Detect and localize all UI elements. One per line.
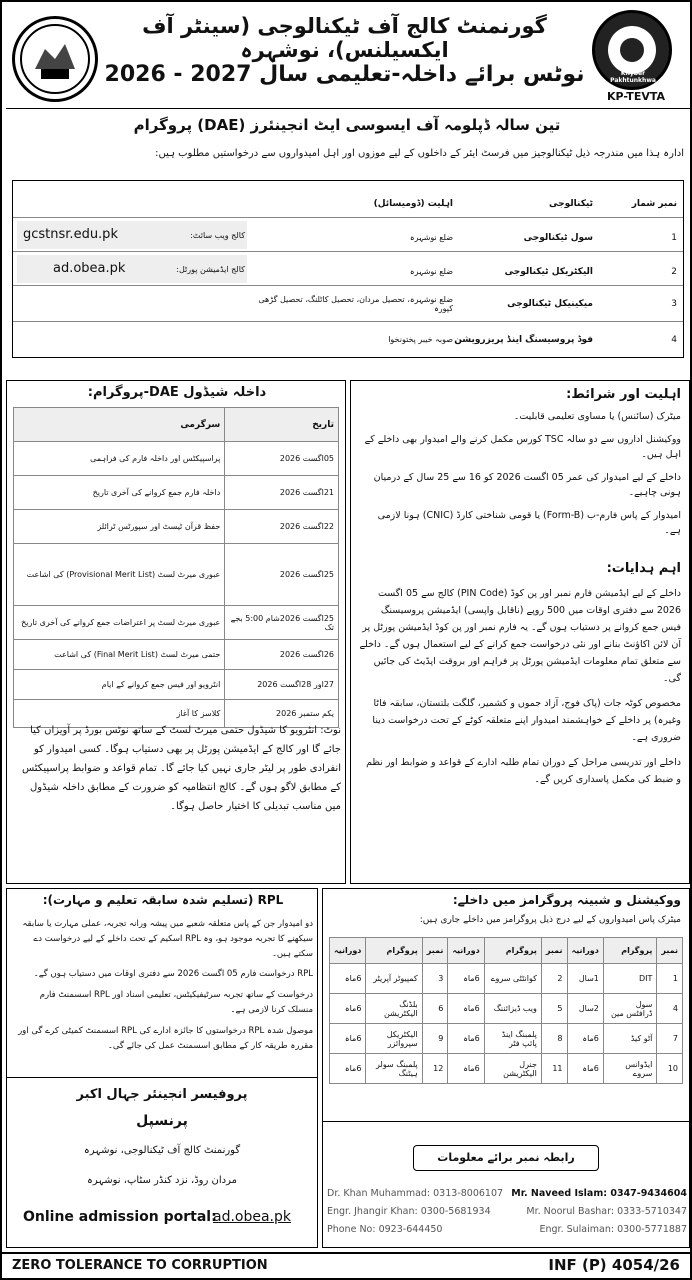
contact-left: Engr. Jhangir Khan: 0300-5681934 (327, 1206, 491, 1217)
dae-heading: تین سالہ ڈپلومہ آف ایسوسی ایٹ انجینئرز (DAE) پروگرام (133, 116, 561, 134)
dae-row-domicile: ضلع نوشہرہ (409, 233, 453, 242)
voc-prog: ویب ڈیزائننگ (484, 994, 541, 1024)
instructions-heading: اہم ہدایات: (606, 561, 681, 576)
college-logo-icon (12, 16, 98, 102)
dae-row-no: 1 (671, 233, 677, 243)
voc-prog: کمپیوٹر آپریٹر (366, 964, 422, 994)
voc-dur: 2سال (567, 994, 603, 1024)
eligibility-item: ووکیشنل اداروں سے دو سالہ TSC کورس مکمل کرنے والے امیدوار بھی داخلے کے اہل ہیں۔ (364, 434, 681, 460)
schedule-date: 27اور 28اگست 2026 (225, 670, 339, 700)
instruction-item: داخلے کے لیے ایڈمیشن فارم نمبر اور پن کوڈ (PIN Code) کالج سے 05 اگست 2026 سے دفتری اوقات میں 500 روپے (ناقابل واپسی) ایڈمیشن پروسیسنگ فیس جمع کروانے پر دستیاب ہوں گے۔ یہ فارم نمبر اور پن کوڈ ایڈمیشن پورٹل پر آن لائن اکاؤنٹ بنانے اور نئی درخواست جمع کرانے کے لیے استعمال ہوں گے۔ داخلے سے متعلق تمام معلومات ایڈمیشن پورٹل پر فراہم اور بروقت اپڈیٹ کی جائیں گی۔ (359, 588, 681, 684)
eligibility-item: میٹرک (سائنس) یا مساوی تعلیمی قابلیت۔ (513, 411, 681, 422)
kp-tevta-label: KP-TEVTA (606, 90, 666, 103)
contact-left: Dr. Khan Muhammad: 0313-8006107 (327, 1188, 504, 1199)
voc-dur: 6ماہ (330, 994, 366, 1024)
schedule-activity: عبوری میرٹ لسٹ (Provisional Merit List) کی اشاعت (14, 544, 225, 606)
dae-col-no: نمبر شمار (631, 199, 677, 209)
schedule-activity: پراسپیکٹس اور داخلہ فارم کی فراہمی (14, 442, 225, 476)
schedule-table (13, 407, 339, 728)
voc-dur: 6ماہ (567, 1054, 603, 1084)
rpl-box (6, 888, 318, 1248)
voc-col: دورانیہ (567, 938, 603, 964)
eligibility-box (350, 380, 690, 884)
voc-dur: 1سال (567, 964, 603, 994)
divider (6, 108, 690, 109)
online-portal-label: Online admission portal: (23, 1209, 217, 1225)
dae-table-box (12, 180, 684, 358)
vocational-sub: میٹرک پاس امیدواروں کے لیے درج ذیل پروگرامز میں داخلے جاری ہیں: (419, 915, 681, 925)
instructions-list (359, 585, 681, 788)
voc-dur: 6ماہ (567, 1024, 603, 1054)
voc-col: پروگرام (484, 938, 541, 964)
header-title: گورنمنٹ کالج آف ٹیکنالوجی (سینٹر آف ایکسیلنس)، نوشہرہ (142, 14, 547, 62)
voc-no: 1 (657, 964, 683, 994)
voc-no: 8 (541, 1024, 567, 1054)
contacts-list (327, 1185, 687, 1239)
rpl-item: موصول شدہ RPL درخواستوں کا جائزہ ادارے کی RPL اسسمنٹ کمیٹی کرے گی اور مقررہ طریقہ کار کے مطابق اسسمنٹ عمل کی جائے گی۔ (18, 1026, 313, 1051)
voc-dur: 6ماہ (448, 1024, 484, 1054)
voc-dur: 6ماہ (330, 1024, 366, 1054)
schedule-date: 21اگست 2026 (225, 476, 339, 510)
voc-dur: 6ماہ (448, 964, 484, 994)
schedule-date: یکم ستمبر 2026 (225, 700, 339, 728)
contact-right: Engr. Sulaiman: 0300-5771887 (539, 1224, 687, 1235)
dae-row-tech: سول ٹیکنالوجی (523, 233, 593, 243)
rpl-item: درخواست کے ساتھ تجربہ سرٹیفیکیٹس، تعلیمی اسناد اور RPL اسسمنٹ فارم منسلک کرنا لازمی ہے۔ (39, 990, 313, 1015)
voc-prog: ایڈوانس سروے (603, 1054, 657, 1084)
voc-no: 5 (541, 994, 567, 1024)
schedule-activity: حفظ قرآن ٹیسٹ اور سپورٹس ٹرائلز (14, 510, 225, 544)
schedule-col-activity: سرگرمی (14, 408, 225, 442)
vocational-heading: ووکیشنل و شبینہ پروگرامز میں داخلے: (452, 893, 681, 907)
kp-tevta-ring-text: Khyber Pakhtunkhwa (610, 70, 656, 84)
contact-heading: رابطہ نمبر برائے معلومات (413, 1145, 599, 1171)
voc-dur: 6ماہ (330, 964, 366, 994)
header-subtitle: نوٹس برائے داخلہ-تعلیمی سال 2027 - 2026 (104, 62, 585, 87)
voc-no: 11 (541, 1054, 567, 1084)
voc-no: 12 (422, 1054, 448, 1084)
portal-link[interactable]: ad.obea.pk (53, 261, 126, 276)
voc-dur: 6ماہ (330, 1054, 366, 1084)
schedule-note: نوٹ: انٹرویو کا شیڈول حتمی میرٹ لسٹ کے ساتھ نوٹس بورڈ پر آویزاں کیا جائے گا اور کالج کے ایڈمیشن پورٹل پر بھی دستیاب ہوگا۔ کسی امیدوار کو انفرادی طور پر لیٹر جاری نہیں کیا جائے گا۔ تمام قواعد و ضوابط پراسپیکٹس کے مطابق لاگو ہوں گے۔ کالج انتظامیہ کو ضرورت کے مطابق داخلہ شیڈول میں مناسب تبدیلی کا اختیار حاصل ہوگا۔ (22, 725, 341, 812)
schedule-activity: داخلہ فارم جمع کروانے کی آخری تاریخ (14, 476, 225, 510)
online-portal-link[interactable]: ad.obea.pk (213, 1209, 292, 1225)
eligibility-list (359, 409, 681, 538)
dae-col-domicile: اہلیت (ڈومیسائل) (373, 199, 453, 209)
schedule-activity: حتمی میرٹ لسٹ (Final Merit List) کی اشاعت (14, 640, 225, 670)
rpl-intro: دو امیدوار جن کے پاس متعلقہ شعبے میں پیشہ ورانہ تجربہ، عملی مہارت یا سابقہ سیکھنے کا تجربہ موجود ہو، وہ RPL اسکیم کے تحت داخلے کے لیے درخواست دے سکتے ہیں۔ (22, 919, 313, 959)
contact-right: Mr. Naveed Islam: 0347-9434604 (511, 1188, 687, 1199)
dae-row-no: 3 (671, 299, 677, 309)
dae-row-tech: میکینیکل ٹیکنالوجی (507, 299, 593, 309)
vocational-box (322, 888, 690, 1248)
rpl-item: RPL درخواست فارم 05 اگست 2026 سے دفتری اوقات میں دستیاب ہوں گے۔ (33, 969, 313, 979)
schedule-date: 26اگست 2026 (225, 640, 339, 670)
contact-left: Phone No: 0923-644450 (327, 1224, 443, 1235)
dae-row-no: 4 (671, 335, 677, 345)
voc-col: دورانیہ (448, 938, 484, 964)
voc-prog: DIT (603, 964, 657, 994)
schedule-col-date: تاریخ (225, 408, 339, 442)
schedule-date: 25اگست 2026شام 5:00 بجے تک (225, 606, 339, 640)
voc-dur: 6ماہ (448, 1054, 484, 1084)
dae-row-tech: الیکٹریکل ٹیکنالوجی (504, 267, 593, 277)
instruction-item: داخلے اور تدریسی مراحل کے دوران تمام طلبہ ادارے کے قواعد و ضوابط اور نظم و ضبط کی مکمل پاسداری کریں گے۔ (366, 757, 681, 785)
dae-row-domicile: ضلع نوشہرہ (409, 267, 453, 276)
voc-prog: الیکٹریکل سپروائزر (366, 1024, 422, 1054)
vocational-table (329, 937, 683, 1084)
dae-col-tech: ٹیکنالوجی (549, 199, 593, 209)
instruction-item: مخصوص کوٹہ جات (پاک فوج، آزاد جموں و کشمیر، گلگت بلتستان، سابقہ فاٹا وغیرہ) پر داخلے کے خواہشمند امیدوار اپنے متعلقہ کوٹے کے تحت درخواست دینا ضروری ہے۔ (372, 698, 681, 743)
voc-prog: آٹو کیڈ (603, 1024, 657, 1054)
intro-text: ادارہ ہذا میں مندرجہ ذیل ٹیکنالوجیز میں فرسٹ ایئر کے داخلوں کے لیے موزوں اور اہل امیدواروں سے درخواستیں مطلوب ہیں: (155, 148, 684, 159)
voc-no: 2 (541, 964, 567, 994)
schedule-date: 05اگست 2026 (225, 442, 339, 476)
principal-name: پروفیسر انجینئر جہال اکبر (76, 1087, 248, 1102)
voc-no: 9 (422, 1024, 448, 1054)
voc-no: 6 (422, 994, 448, 1024)
voc-col: نمبر (541, 938, 567, 964)
contact-right: Mr. Noorul Bashar: 0333-5710347 (526, 1206, 687, 1217)
website-link[interactable]: gcstnsr.edu.pk (23, 227, 118, 242)
voc-no: 3 (422, 964, 448, 994)
voc-col: نمبر (657, 938, 683, 964)
principal-address: مردان روڈ، نزد کنڈر سٹاپ، نوشہرہ (87, 1175, 237, 1186)
dae-row-domicile: صوبہ خیبر پختونخوا (388, 335, 453, 344)
voc-no: 7 (657, 1024, 683, 1054)
rpl-heading: RPL (تسلیم شدہ سابقہ تعلیم و مہارت): (42, 893, 284, 907)
rpl-list (13, 967, 313, 1054)
eligibility-heading: اہلیت اور شرائط: (566, 387, 681, 402)
schedule-activity: کلاسز کا آغاز (14, 700, 225, 728)
voc-prog: پلمبنگ اینڈ پائپ فٹر (484, 1024, 541, 1054)
voc-no: 4 (657, 994, 683, 1024)
voc-prog: سول ڈرافٹس مین (603, 994, 657, 1024)
voc-prog: جنرل الیکٹریشن (484, 1054, 541, 1084)
voc-prog: پلمبنگ سولر ہیٹنگ (366, 1054, 422, 1084)
dae-row-tech: فوڈ پروسیسنگ اینڈ پریزرویشن (454, 335, 593, 345)
website-label: کالج ویب سائٹ: (190, 231, 245, 240)
principal-title: پرنسپل (136, 1113, 188, 1129)
voc-dur: 6ماہ (448, 994, 484, 1024)
eligibility-item: داخلے کے لیے امیدوار کی عمر 05 اگست 2026 کو 16 سے 25 سال کے درمیان ہونی چاہیے۔ (373, 472, 681, 498)
dae-row-domicile: ضلع نوشہرہ، تحصیل مردان، تحصیل کاٹلنگ، تحصیل گڑھی کپورہ (258, 295, 453, 313)
footer-left: ZERO TOLERANCE TO CORRUPTION (12, 1258, 268, 1273)
schedule-activity: انٹرویو اور فیس جمع کروانے کے ایام (14, 670, 225, 700)
portal-label: کالج ایڈمیشن پورٹل: (176, 265, 245, 274)
schedule-activity: عبوری میرٹ لسٹ پر اعتراضات جمع کروانے کی آخری تاریخ (14, 606, 225, 640)
voc-col: پروگرام (603, 938, 657, 964)
voc-prog: کوانٹٹی سروے (484, 964, 541, 994)
voc-col: نمبر (422, 938, 448, 964)
voc-no: 10 (657, 1054, 683, 1084)
principal-org: گورنمنٹ کالج آف ٹیکنالوجی، نوشہرہ (83, 1145, 241, 1156)
eligibility-item: امیدوار کے پاس فارم-ب (Form-B) یا قومی شناختی کارڈ (CNIC) ہونا لازمی ہے۔ (377, 510, 681, 536)
schedule-date: 25اگست 2026 (225, 544, 339, 606)
voc-col: دورانیہ (330, 938, 366, 964)
schedule-date: 22اگست 2026 (225, 510, 339, 544)
dae-row-no: 2 (671, 267, 677, 277)
voc-col: پروگرام (366, 938, 422, 964)
schedule-box (6, 380, 346, 884)
voc-prog: بلڈنگ الیکٹریشن (366, 994, 422, 1024)
footer-right: INF (P) 4054/26 (548, 1256, 680, 1274)
schedule-heading: داخلہ شیڈول DAE-پروگرام: (87, 385, 267, 400)
